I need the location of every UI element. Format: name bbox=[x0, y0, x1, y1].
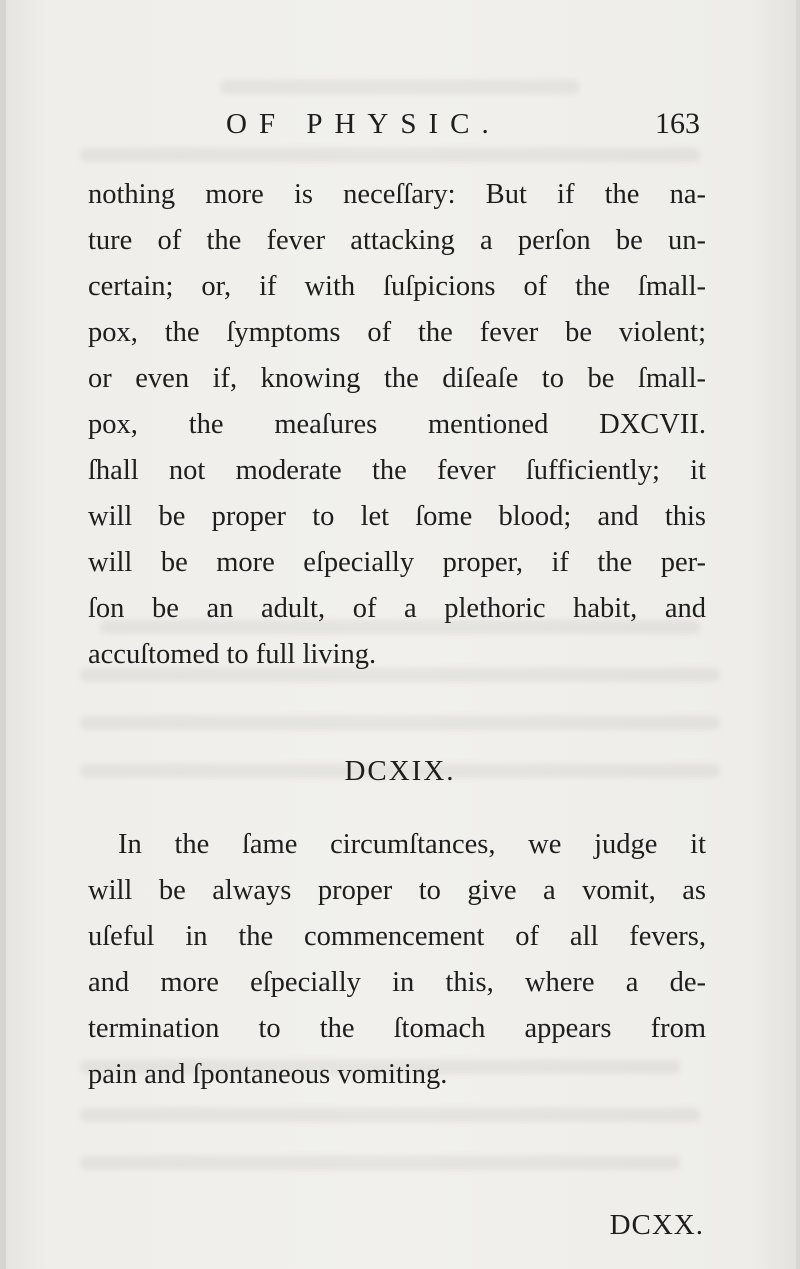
text-line: ſon be an adult, of a plethoric habit, and bbox=[88, 593, 706, 624]
text-line: accuſtomed to full living. bbox=[88, 639, 377, 670]
text-line: or even if, knowing the diſeaſe to be ſmall- bbox=[88, 363, 706, 394]
text-line: will be more eſpecially proper, if the per- bbox=[88, 547, 706, 578]
page-edge-left bbox=[0, 0, 6, 1269]
text-line: will be proper to let ſome blood; and this bbox=[88, 501, 706, 532]
running-title: OF PHYSIC. bbox=[226, 108, 501, 140]
text-line: nothing more is neceſſary: But if the na- bbox=[88, 179, 706, 210]
text-line: In the ſame circumſtances, we judge it bbox=[118, 829, 706, 860]
section-heading: DCXIX. bbox=[344, 755, 456, 787]
text-line: certain; or, if with ſuſpicions of the ſmall- bbox=[88, 271, 706, 302]
text-line: and more eſpecially in this, where a de- bbox=[88, 967, 706, 998]
page-edge-right bbox=[796, 0, 800, 1269]
catchword: DCXX. bbox=[609, 1209, 704, 1241]
text-line: will be always proper to give a vomit, as bbox=[88, 875, 706, 906]
text-line: ſhall not moderate the fever ſufficiently; it bbox=[88, 455, 706, 486]
text-line: pox, the meaſures mentioned DXCVII. bbox=[88, 409, 706, 440]
text-line: pain and ſpontaneous vomiting. bbox=[88, 1059, 448, 1090]
text-line: pox, the ſymptoms of the fever be violent; bbox=[88, 317, 706, 348]
paragraph-1 bbox=[88, 172, 706, 678]
running-head bbox=[80, 104, 720, 144]
text-line: termination to the ſtomach appears from bbox=[88, 1013, 706, 1044]
paragraph-2 bbox=[88, 822, 706, 1098]
text-line: uſeful in the commencement of all fevers, bbox=[88, 921, 706, 952]
page-number: 163 bbox=[655, 107, 700, 140]
text-line: ture of the fever attacking a perſon be un- bbox=[88, 225, 706, 256]
